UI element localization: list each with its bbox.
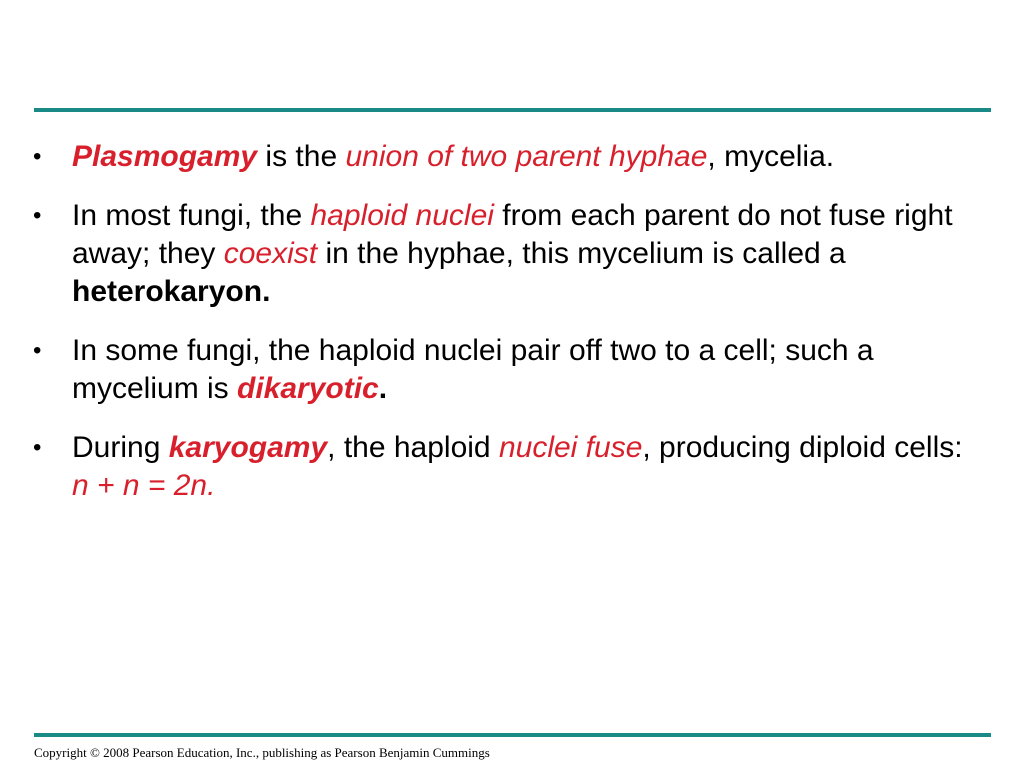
text-segment: , producing diploid cells: xyxy=(642,431,963,464)
bullet-marker: • xyxy=(33,434,42,461)
bottom-divider xyxy=(34,733,991,737)
text-segment: haploid nuclei xyxy=(310,199,494,232)
text-segment: In most fungi, the xyxy=(72,199,311,232)
text-segment: in the hyphae, this mycelium is called a xyxy=(317,237,846,270)
bullet-item-dikaryotic xyxy=(0,332,1024,408)
copyright-notice: Copyright © 2008 Pearson Education, Inc., publishing as Pearson Benjamin Cummings xyxy=(34,745,490,760)
text-segment: dikaryotic xyxy=(237,372,379,405)
text-segment: from each parent do not fuse right away; they xyxy=(72,199,953,270)
text-segment: In some fungi, the haploid nuclei pair off two to a cell; such a mycelium is xyxy=(72,334,874,405)
bullet-item-plasmogamy xyxy=(0,138,1024,176)
text-segment: coexist xyxy=(223,237,318,270)
text-segment: , mycelia. xyxy=(707,140,835,173)
text-segment: nuclei fuse xyxy=(498,431,643,464)
text-segment: union of two parent hyphae xyxy=(345,140,708,173)
bullet-marker: • xyxy=(33,202,42,229)
bullet-item-karyogamy xyxy=(0,429,1024,505)
text-segment: . xyxy=(378,372,388,405)
bullet-marker: • xyxy=(33,143,42,170)
bullet-text xyxy=(72,199,953,308)
text-segment: n + n = 2n. xyxy=(72,469,216,502)
text-segment: is the xyxy=(257,140,346,173)
text-segment: , the haploid xyxy=(327,431,499,464)
top-divider xyxy=(34,108,991,112)
bullet-list xyxy=(0,138,1024,526)
bullet-item-heterokaryon xyxy=(0,197,1024,311)
text-segment: During xyxy=(72,431,169,464)
bullet-marker: • xyxy=(33,337,42,364)
bullet-text xyxy=(72,431,963,502)
bullet-text xyxy=(72,334,874,405)
text-segment: karyogamy xyxy=(168,431,328,464)
bullet-text xyxy=(72,140,834,173)
text-segment: heterokaryon. xyxy=(72,275,271,308)
text-segment: Plasmogamy xyxy=(72,140,258,173)
